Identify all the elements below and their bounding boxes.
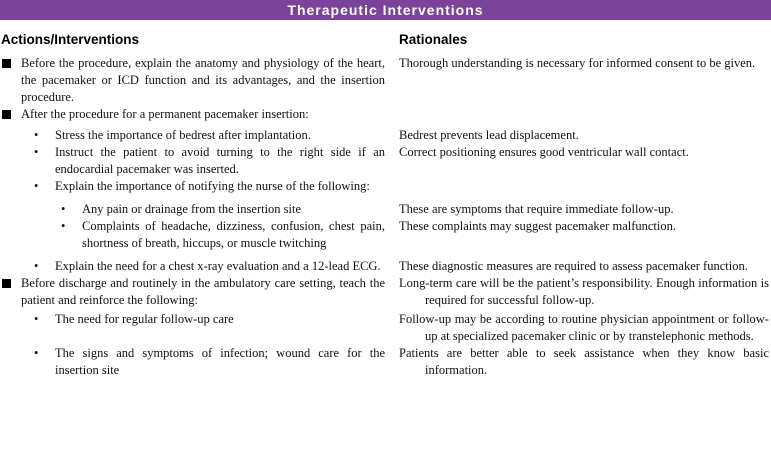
action-item xyxy=(0,144,385,178)
square-bullet-icon xyxy=(2,279,11,288)
rationale-cell xyxy=(399,201,771,218)
rationale-cell xyxy=(399,55,771,106)
action-cell xyxy=(0,106,399,123)
action-text: Complaints of headache, dizziness, confusion, chest pain, shortness of breath, hiccups, or muscle twitching xyxy=(82,219,385,250)
rationale-cell xyxy=(399,218,771,252)
rationale-text: These complaints may suggest pacemaker malfunction. xyxy=(399,219,676,233)
table-row xyxy=(0,201,771,218)
action-cell xyxy=(0,144,399,178)
action-cell xyxy=(0,218,399,252)
table-row xyxy=(0,345,771,379)
action-text: Any pain or drainage from the insertion site xyxy=(82,202,302,216)
action-item xyxy=(0,201,385,218)
rationale-cell xyxy=(399,127,771,144)
table-title-bar xyxy=(0,0,771,20)
action-cell xyxy=(0,311,399,345)
action-item xyxy=(0,106,349,123)
action-text: After the procedure for a permanent pacemaker insertion: xyxy=(21,107,309,121)
rationale-cell xyxy=(399,258,771,275)
dot-bullet-icon: • xyxy=(34,259,39,273)
dot-bullet-icon: • xyxy=(34,312,39,326)
action-text: Before discharge and routinely in the ambulatory care setting, teach the patient and reinforce the following: xyxy=(21,276,385,307)
action-text: Before the procedure, explain the anatomy and physiology of the heart, the pacemaker or ICD function and its advantages, and the insertion procedure. xyxy=(21,56,385,104)
rationale-cell xyxy=(399,144,771,178)
table-row xyxy=(0,144,771,178)
action-text: Explain the need for a chest x-ray evaluation and a 12-lead ECG. xyxy=(55,259,381,273)
rationale-text: Follow-up may be according to routine physician appointment or follow-up at specialized pacemaker clinic or by transtelephonic methods. xyxy=(399,312,769,343)
column-header-rationales: Rationales xyxy=(399,32,468,47)
action-text: Stress the importance of bedrest after implantation. xyxy=(55,128,311,142)
table-row xyxy=(0,55,771,106)
action-cell xyxy=(0,275,399,309)
dot-bullet-icon: • xyxy=(61,219,66,233)
dot-bullet-icon: • xyxy=(34,145,39,159)
action-text: Explain the importance of notifying the nurse of the following: xyxy=(55,179,370,193)
action-cell xyxy=(0,127,399,144)
rationale-text: Correct positioning ensures good ventricular wall contact. xyxy=(399,145,689,159)
rationale-text: Bedrest prevents lead displacement. xyxy=(399,128,579,142)
action-item xyxy=(0,127,385,144)
square-bullet-icon xyxy=(2,59,11,68)
action-text: The signs and symptoms of infection; wound care for the insertion site xyxy=(55,346,385,377)
dot-bullet-icon: • xyxy=(34,128,39,142)
rationale-text: Long-term care will be the patient’s responsibility. Enough information is required for successful follow-up. xyxy=(399,276,769,307)
rationale-text: Patients are better able to seek assistance when they know basic information. xyxy=(399,346,769,377)
action-item xyxy=(0,345,385,379)
action-cell xyxy=(0,201,399,218)
table-title: Therapeutic Interventions xyxy=(287,2,484,18)
action-item xyxy=(0,275,385,309)
column-headers xyxy=(0,20,771,55)
action-cell xyxy=(0,178,399,195)
action-text: Instruct the patient to avoid turning to the right side if an endocardial pacemaker was inserted. xyxy=(55,145,385,176)
table-row xyxy=(0,311,771,345)
table-row xyxy=(0,178,771,195)
rationale-text: Thorough understanding is necessary for informed consent to be given. xyxy=(399,56,756,70)
dot-bullet-icon: • xyxy=(61,202,66,216)
table-row xyxy=(0,218,771,252)
action-cell xyxy=(0,258,399,275)
rationale-cell xyxy=(399,275,771,309)
rationale-cell xyxy=(399,106,771,123)
column-header-actions: Actions/Interventions xyxy=(1,32,140,47)
action-item xyxy=(0,178,385,195)
action-cell xyxy=(0,55,399,106)
action-item xyxy=(0,258,385,275)
dot-bullet-icon: • xyxy=(34,346,39,360)
table-body xyxy=(0,55,771,379)
action-text: The need for regular follow-up care xyxy=(55,312,234,326)
table-row xyxy=(0,106,771,123)
rationale-cell xyxy=(399,345,771,379)
action-item xyxy=(0,311,385,328)
rationale-cell xyxy=(399,311,771,345)
action-item xyxy=(0,55,385,106)
square-bullet-icon xyxy=(2,110,11,119)
action-cell xyxy=(0,345,399,379)
table-row xyxy=(0,127,771,144)
table-row xyxy=(0,258,771,275)
rationale-text: These are symptoms that require immediate follow-up. xyxy=(399,202,674,216)
dot-bullet-icon: • xyxy=(34,179,39,193)
table-row xyxy=(0,275,771,309)
action-item xyxy=(0,218,385,252)
rationale-cell xyxy=(399,178,771,195)
rationale-text: These diagnostic measures are required to assess pacemaker function. xyxy=(399,259,748,273)
